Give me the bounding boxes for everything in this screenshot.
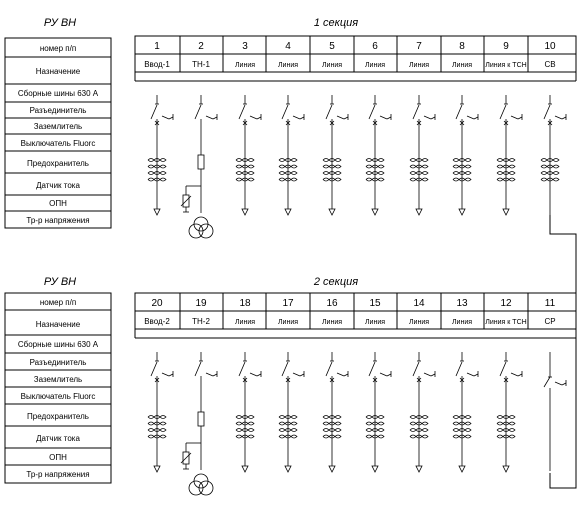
fuse-icon: [198, 412, 204, 426]
cell-2-purpose: ТН-1: [192, 60, 210, 69]
feeder-cell-symbol: [453, 352, 478, 472]
cell-4-number: 4: [285, 41, 291, 52]
cell-19-purpose: ТН-2: [192, 317, 210, 326]
transformer-icon: [189, 217, 213, 238]
feeder-cell-symbol: [279, 95, 304, 215]
feeder-cell-symbol: [148, 95, 173, 215]
section-2-side-title: РУ ВН: [43, 276, 77, 288]
legend-row-earthing-switch: Заземлитель: [33, 122, 83, 131]
feeder-cell-symbol: [453, 95, 478, 215]
cell-12-purpose: Линия к ТСН: [485, 319, 527, 326]
cell-15-number: 15: [369, 298, 381, 309]
cell-17-number: 17: [282, 298, 294, 309]
section-2: [5, 276, 576, 495]
cell-14-number: 14: [413, 298, 425, 309]
section-2-title: 2 секция: [313, 276, 359, 288]
cell-13-number: 13: [456, 298, 468, 309]
bus-coupler-cell-symbol: [541, 95, 566, 215]
legend-row-current-sensor: Датчик тока: [36, 181, 80, 190]
legend-row-number: номер п/п: [39, 298, 77, 307]
cell-3-purpose: Линия: [234, 62, 256, 69]
feeder-cell-symbol: [279, 352, 304, 472]
feeder-cell-symbol: [323, 352, 348, 472]
cell-5-number: 5: [329, 41, 335, 52]
cell-9-purpose: Линия к ТСН: [485, 62, 527, 69]
cell-7-purpose: Линия: [408, 62, 430, 69]
section-1-title: 1 секция: [313, 17, 359, 29]
legend-row-disconnector: Разъединитель: [29, 106, 87, 115]
cell-10-purpose: СВ: [544, 60, 556, 69]
feeder-cell-symbol: [236, 352, 261, 472]
feeder-cell-symbol: [497, 352, 522, 472]
cell-6-number: 6: [372, 41, 378, 52]
feeder-cell-symbol: [410, 95, 435, 215]
legend-row-current-sensor: Датчик тока: [36, 434, 80, 443]
cell-11-purpose: СР: [544, 317, 556, 326]
cell-19-number: 19: [195, 298, 207, 309]
legend-row-surge-arrester: ОПН: [49, 453, 67, 462]
cell-7-number: 7: [416, 41, 422, 52]
feeder-cell-symbol: [366, 95, 391, 215]
cell-9-number: 9: [503, 41, 509, 52]
legend-row-disconnector: Разъединитель: [29, 358, 87, 367]
cell-17-purpose: Линия: [277, 319, 299, 326]
cell-1-number: 1: [154, 41, 160, 52]
legend-row-purpose: Назначение: [35, 320, 81, 329]
cell-8-purpose: Линия: [451, 62, 473, 69]
cell-5-purpose: Линия: [321, 62, 343, 69]
section-1-schematic: [148, 95, 566, 238]
legend-row-breaker: Выключатель Fluorc: [20, 139, 96, 148]
feeder-cell-symbol: [497, 95, 522, 215]
cell-1-purpose: Ввод-1: [144, 60, 170, 69]
legend-row-breaker: Выключатель Fluorc: [20, 392, 96, 401]
section-1-side-title: РУ ВН: [43, 17, 77, 29]
cell-13-purpose: Линия: [451, 319, 473, 326]
cell-10-number: 10: [544, 41, 556, 52]
legend-row-voltage-transformer: Тр-р напряжения: [26, 470, 90, 479]
bus-tie-link: [550, 215, 576, 488]
cell-18-purpose: Линия: [234, 319, 256, 326]
feeder-cell-symbol: [410, 352, 435, 472]
cell-14-purpose: Линия: [408, 319, 430, 326]
cell-16-number: 16: [326, 298, 338, 309]
cell-2-number: 2: [198, 41, 204, 52]
voltage-transformer-cell-symbol: [181, 352, 217, 495]
legend-row-busbars: Сборные шины 630 А: [17, 89, 99, 98]
legend-row-voltage-transformer: Тр-р напряжения: [26, 216, 90, 225]
legend-row-earthing-switch: Заземлитель: [33, 375, 83, 384]
transformer-icon: [189, 474, 213, 495]
fuse-icon: [198, 155, 204, 169]
section-1: [5, 17, 576, 238]
voltage-transformer-cell-symbol: [181, 95, 217, 238]
feeder-cell-symbol: [323, 95, 348, 215]
cell-3-number: 3: [242, 41, 248, 52]
feeder-cell-symbol: [148, 352, 173, 472]
section-2-schematic: [148, 352, 566, 495]
cell-20-purpose: Ввод-2: [144, 317, 170, 326]
feeder-cell-symbol: [366, 352, 391, 472]
cell-12-number: 12: [500, 298, 512, 309]
cell-20-number: 20: [151, 298, 163, 309]
cell-16-purpose: Линия: [321, 319, 343, 326]
legend-row-number: номер п/п: [39, 44, 77, 53]
legend-row-busbars: Сборные шины 630 А: [17, 340, 99, 349]
cell-11-number: 11: [544, 298, 556, 309]
cell-4-purpose: Линия: [277, 62, 299, 69]
cell-18-number: 18: [239, 298, 251, 309]
cell-8-number: 8: [459, 41, 465, 52]
legend-row-fuse: Предохранитель: [27, 159, 89, 168]
legend-row-purpose: Назначение: [35, 67, 81, 76]
feeder-cell-symbol: [236, 95, 261, 215]
cell-15-purpose: Линия: [364, 319, 386, 326]
cell-6-purpose: Линия: [364, 62, 386, 69]
legend-row-fuse: Предохранитель: [27, 412, 89, 421]
legend-row-surge-arrester: ОПН: [49, 199, 67, 208]
bus-riser-cell-symbol: [544, 352, 566, 471]
